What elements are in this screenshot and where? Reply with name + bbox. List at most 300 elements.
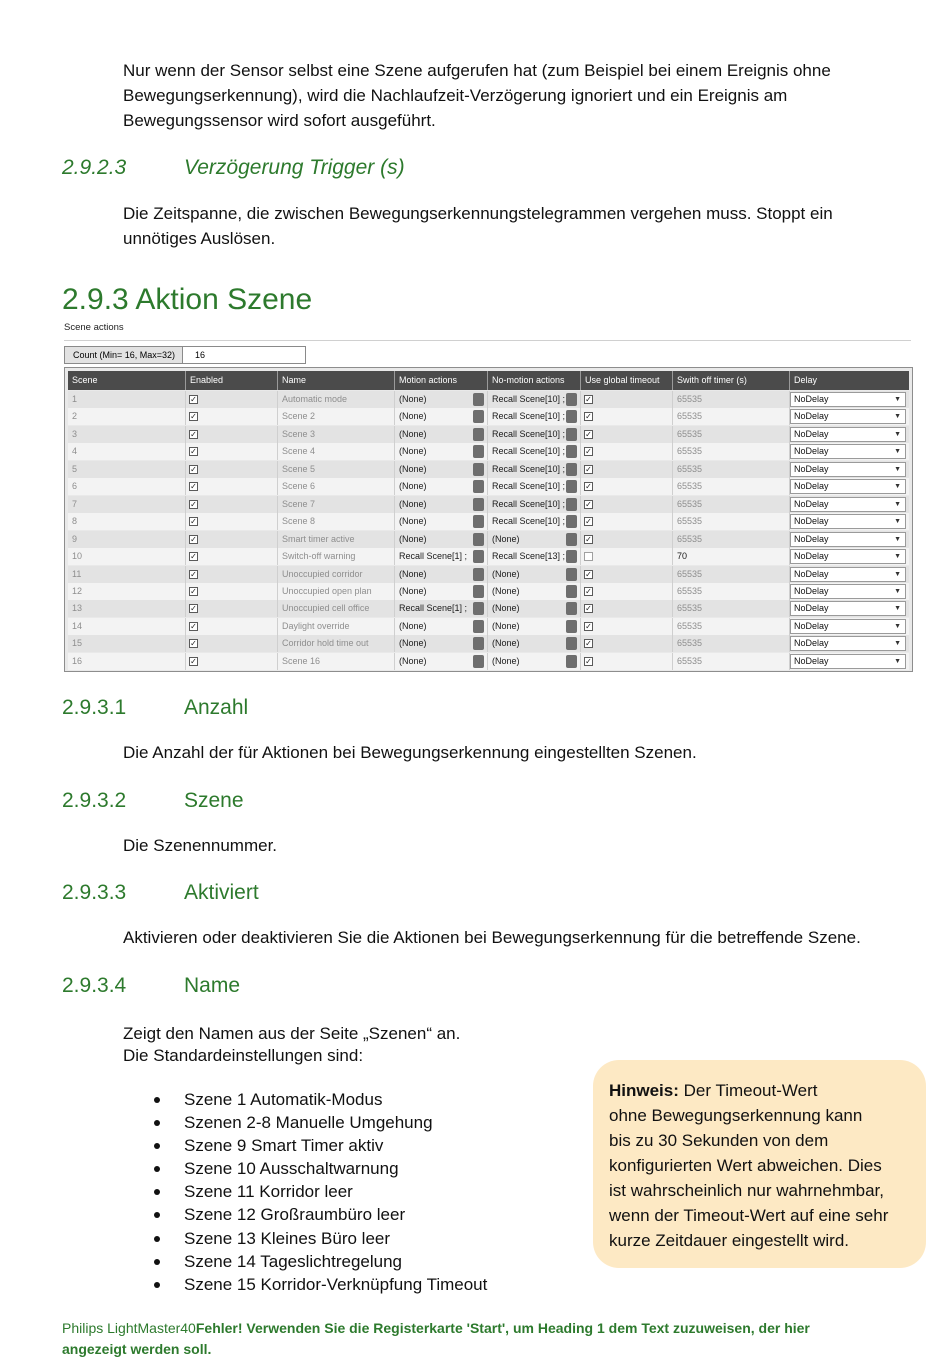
enabled-cell	[186, 496, 278, 513]
delay-value: NoDelay	[794, 394, 829, 404]
section-paragraph	[123, 201, 883, 251]
global-timeout-cell	[581, 566, 673, 583]
delay-dropdown[interactable]	[790, 567, 906, 582]
global-timeout-cell	[581, 461, 673, 478]
column-header[interactable]: Scene	[68, 371, 186, 390]
chevron-down-icon[interactable]: ▼	[894, 465, 901, 473]
switch-off-timer-cell[interactable]: 65535	[673, 408, 790, 425]
chevron-down-icon[interactable]: ▼	[894, 622, 901, 630]
list-item	[150, 1134, 487, 1157]
motion-actions-cell[interactable]: (None)	[395, 566, 488, 583]
global-timeout-cell	[581, 513, 673, 530]
bullet-icon	[154, 1166, 160, 1172]
no-motion-actions-cell[interactable]: (None)	[488, 583, 581, 600]
footer-error: Fehler! Verwenden Sie die Registerkarte 'Start', um Heading 1 dem Text zuzuweisen, der hier	[195, 1320, 810, 1336]
scene-cell: 9	[68, 531, 186, 548]
switch-off-timer-cell[interactable]: 65535	[673, 531, 790, 548]
list-item-text: Szene 11 Korridor leer	[184, 1182, 353, 1202]
bullet-icon	[154, 1097, 160, 1103]
section-number: 2.9.3.1	[62, 696, 127, 719]
delay-dropdown[interactable]	[790, 619, 906, 634]
switch-off-timer-cell[interactable]: 65535	[673, 618, 790, 635]
global-timeout-checkbox[interactable]: ✓	[585, 429, 592, 439]
enabled-cell	[186, 531, 278, 548]
global-timeout-cell	[581, 426, 673, 443]
global-timeout-checkbox[interactable]: ✓	[585, 412, 592, 422]
delay-cell	[790, 391, 909, 408]
edit-actions-button[interactable]	[566, 602, 577, 615]
list-item	[150, 1227, 487, 1250]
note-line: wenn der Timeout-Wert auf eine sehr	[609, 1206, 889, 1225]
motion-actions-cell[interactable]: (None)	[395, 391, 488, 408]
enabled-checkbox[interactable]: ✓	[190, 499, 197, 509]
delay-value: NoDelay	[794, 498, 829, 509]
scene-cell: 14	[68, 618, 186, 635]
column-header[interactable]: Name	[278, 371, 395, 390]
note-line: ist wahrscheinlich nur wahrnehmbar,	[609, 1181, 884, 1200]
note-line: ohne Bewegungserkennung kann	[609, 1106, 863, 1125]
delay-cell	[790, 478, 909, 495]
switch-off-timer-cell[interactable]: 65535	[673, 600, 790, 617]
global-timeout-checkbox[interactable]: ✓	[585, 621, 592, 631]
delay-value: NoDelay	[794, 446, 829, 457]
table-row[interactable]	[68, 653, 909, 670]
edit-actions-button[interactable]	[566, 463, 577, 476]
name-cell: Scene 6	[278, 478, 395, 495]
no-motion-actions-cell[interactable]: (None)	[488, 653, 581, 670]
switch-off-timer-cell[interactable]: 65535	[673, 583, 790, 600]
no-motion-actions-cell[interactable]: (None)	[488, 635, 581, 652]
table-row[interactable]	[68, 635, 909, 652]
delay-value: NoDelay	[794, 585, 829, 596]
section-title: Aktiviert	[184, 881, 259, 904]
motion-actions-cell[interactable]: (None)	[395, 583, 488, 600]
global-timeout-checkbox[interactable]: ✓	[585, 395, 592, 404]
table-row[interactable]	[68, 391, 909, 408]
no-motion-actions-cell[interactable]: Recall Scene[10] ;	[488, 461, 581, 478]
column-header[interactable]: Delay	[794, 375, 818, 385]
table-row[interactable]	[68, 548, 909, 565]
scene-cell: 2	[68, 408, 186, 425]
delay-cell	[790, 426, 909, 443]
name-cell: Scene 5	[278, 461, 395, 478]
enabled-checkbox[interactable]: ✓	[190, 482, 197, 492]
no-motion-actions-cell[interactable]: (None)	[488, 618, 581, 635]
list-item-text: Szene 10 Ausschaltwarnung	[184, 1159, 399, 1179]
switch-off-timer-cell[interactable]: 65535	[673, 478, 790, 495]
motion-actions-cell[interactable]: Recall Scene[1] ;	[395, 548, 488, 565]
no-motion-actions-cell[interactable]: Recall Scene[13] ;	[488, 548, 581, 565]
list-item-text: Szene 13 Kleines Büro leer	[184, 1228, 391, 1248]
no-motion-actions-cell[interactable]: Recall Scene[10] ;	[488, 426, 581, 443]
enabled-checkbox[interactable]: ✓	[190, 586, 197, 596]
list-item	[150, 1250, 487, 1273]
global-timeout-checkbox[interactable]: ✓	[585, 499, 592, 509]
chevron-down-icon[interactable]: ▼	[894, 413, 901, 421]
global-timeout-cell	[581, 653, 673, 670]
intro-line: Nur wenn der Sensor selbst eine Szene aufgerufen hat (zum Beispiel bei einem Ereignis ohne	[123, 61, 831, 80]
enabled-cell	[186, 600, 278, 617]
bullet-icon	[154, 1189, 160, 1195]
footer-line: angezeigt werden soll.	[62, 1341, 212, 1357]
delay-dropdown[interactable]	[790, 532, 906, 547]
no-motion-actions-cell[interactable]: (None)	[488, 531, 581, 548]
table-row[interactable]	[68, 513, 909, 530]
scene-cell: 3	[68, 426, 186, 443]
no-motion-actions-cell[interactable]: Recall Scene[10] ;	[488, 391, 581, 408]
enabled-checkbox[interactable]: ✓	[190, 552, 197, 562]
table-row[interactable]	[68, 618, 909, 635]
global-timeout-cell	[581, 478, 673, 495]
list-item-text: Szene 15 Korridor-Verknüpfung Timeout	[184, 1274, 488, 1294]
global-timeout-cell	[581, 583, 673, 600]
chevron-down-icon[interactable]: ▼	[894, 430, 901, 438]
chevron-down-icon[interactable]: ▼	[894, 518, 901, 526]
enabled-cell	[186, 461, 278, 478]
table-row[interactable]	[68, 566, 909, 583]
switch-off-timer-cell[interactable]: 65535	[673, 496, 790, 513]
enabled-checkbox[interactable]: ✓	[190, 395, 197, 404]
chevron-down-icon[interactable]: ▼	[894, 535, 901, 543]
bullet-icon	[154, 1282, 160, 1288]
edit-actions-button[interactable]	[473, 550, 484, 563]
enabled-checkbox[interactable]: ✓	[190, 517, 197, 527]
edit-actions-button[interactable]	[473, 428, 484, 441]
chevron-down-icon[interactable]: ▼	[894, 570, 901, 578]
delay-dropdown[interactable]	[790, 601, 906, 616]
delay-dropdown[interactable]	[790, 514, 906, 529]
delay-value: NoDelay	[794, 533, 829, 544]
edit-actions-button[interactable]	[566, 480, 577, 493]
enabled-checkbox[interactable]: ✓	[190, 621, 197, 631]
delay-cell	[790, 513, 909, 530]
chevron-down-icon[interactable]: ▼	[894, 396, 901, 403]
list-item	[150, 1273, 487, 1296]
scene-cell: 16	[68, 653, 186, 670]
list-item-text: Szene 1 Automatik-Modus	[184, 1090, 383, 1109]
global-timeout-cell	[581, 531, 673, 548]
motion-actions-cell[interactable]: (None)	[395, 635, 488, 652]
scene-cell: 15	[68, 635, 186, 652]
name-cell: Unoccupied open plan	[278, 583, 395, 600]
section-number: 2.9.3.4	[62, 974, 127, 997]
global-timeout-checkbox[interactable]: ✓	[585, 604, 592, 614]
enabled-checkbox[interactable]: ✓	[190, 447, 197, 457]
global-timeout-checkbox[interactable]: ✓	[585, 464, 592, 474]
table-row[interactable]	[68, 600, 909, 617]
name-cell: Scene 3	[278, 426, 395, 443]
edit-actions-button[interactable]	[566, 410, 577, 423]
switch-off-timer-cell[interactable]: 65535	[673, 653, 790, 670]
edit-actions-button[interactable]	[473, 655, 484, 668]
global-timeout-cell	[581, 600, 673, 617]
paragraph-line: Zeigt den Namen aus der Seite „Szenen“ an.	[123, 1024, 461, 1043]
motion-actions-cell[interactable]: (None)	[395, 496, 488, 513]
scene-cell: 5	[68, 461, 186, 478]
enabled-checkbox[interactable]: ✓	[190, 534, 197, 544]
paragraph-line: unnötiges Auslösen.	[123, 229, 276, 248]
switch-off-timer-cell[interactable]: 65535	[673, 566, 790, 583]
delay-value: NoDelay	[794, 568, 829, 579]
scene-actions-grid	[64, 367, 913, 672]
scene-cell: 12	[68, 583, 186, 600]
table-row[interactable]	[68, 531, 909, 548]
section-number: 2.9.3.2	[62, 789, 127, 812]
scene-cell: 4	[68, 443, 186, 460]
edit-actions-button[interactable]	[473, 445, 484, 458]
switch-off-timer-cell[interactable]: 65535	[673, 461, 790, 478]
section-title: Name	[184, 974, 241, 997]
chevron-down-icon[interactable]: ▼	[894, 587, 901, 595]
no-motion-actions-cell[interactable]: Recall Scene[10] ;	[488, 478, 581, 495]
motion-actions-cell[interactable]: (None)	[395, 443, 488, 460]
section-paragraph: Die Szenennummer.	[123, 836, 278, 855]
no-motion-actions-cell[interactable]: (None)	[488, 600, 581, 617]
section-heading: 2.9.3 Aktion Szene	[62, 283, 313, 316]
global-timeout-checkbox[interactable]: ✓	[585, 447, 592, 457]
no-motion-actions-cell[interactable]: Recall Scene[10] ;	[488, 443, 581, 460]
delay-dropdown[interactable]	[790, 584, 906, 599]
name-cell: Unoccupied corridor	[278, 566, 395, 583]
name-cell: Smart timer active	[278, 531, 395, 548]
delay-dropdown[interactable]	[790, 549, 906, 564]
global-timeout-checkbox[interactable]: ✓	[585, 656, 592, 666]
scene-actions-label: Scene actions	[64, 322, 124, 333]
grid-header	[68, 371, 909, 390]
divider	[64, 340, 911, 341]
switch-off-timer-cell[interactable]: 65535	[673, 391, 790, 408]
delay-value: NoDelay	[794, 481, 829, 492]
edit-actions-button[interactable]	[566, 655, 577, 668]
table-row[interactable]	[68, 583, 909, 600]
edit-actions-button[interactable]	[566, 533, 577, 546]
switch-off-timer-cell[interactable]: 65535	[673, 443, 790, 460]
global-timeout-checkbox[interactable]	[584, 552, 593, 561]
intro-line: Bewegungssensor wird sofort ausgeführt.	[123, 111, 436, 130]
name-cell: Scene 7	[278, 496, 395, 513]
global-timeout-checkbox[interactable]: ✓	[585, 586, 592, 596]
name-cell: Scene 16	[278, 653, 395, 670]
switch-off-timer-cell[interactable]: 65535	[673, 426, 790, 443]
edit-actions-button[interactable]	[566, 550, 577, 563]
section-title: Anzahl	[184, 696, 249, 719]
enabled-cell	[186, 478, 278, 495]
name-cell: Corridor hold time out	[278, 635, 395, 652]
enabled-cell	[186, 548, 278, 565]
list-item	[150, 1088, 487, 1111]
bullet-icon	[154, 1236, 160, 1242]
delay-cell	[790, 653, 909, 670]
no-motion-actions-cell[interactable]: Recall Scene[10] ;	[488, 513, 581, 530]
delay-dropdown[interactable]	[790, 392, 906, 407]
delay-value: NoDelay	[794, 603, 829, 614]
section-title: Szene	[184, 789, 244, 812]
delay-dropdown[interactable]	[790, 654, 906, 669]
delay-dropdown[interactable]	[790, 427, 906, 442]
chevron-down-icon[interactable]: ▼	[894, 657, 901, 665]
note-line: konfigurierten Wert abweichen. Dies	[609, 1156, 882, 1175]
scene-cell: 8	[68, 513, 186, 530]
table-row[interactable]	[68, 478, 909, 495]
section-paragraph: Aktivieren oder deaktivieren Sie die Aktionen bei Bewegungserkennung für die betreffende Szene.	[123, 928, 861, 947]
chevron-down-icon[interactable]: ▼	[894, 553, 901, 561]
table-row[interactable]	[68, 443, 909, 460]
delay-dropdown[interactable]	[790, 462, 906, 477]
table-row[interactable]	[68, 408, 909, 425]
column-header[interactable]: Motion actions	[395, 371, 488, 390]
motion-actions-cell[interactable]: (None)	[395, 478, 488, 495]
scene-cell: 1	[68, 391, 186, 408]
enabled-checkbox[interactable]: ✓	[190, 604, 197, 614]
delay-value: NoDelay	[794, 620, 829, 631]
edit-actions-button[interactable]	[473, 637, 484, 650]
enabled-checkbox[interactable]: ✓	[190, 569, 197, 579]
edit-actions-button[interactable]	[566, 568, 577, 581]
bullet-icon	[154, 1120, 160, 1126]
edit-actions-button[interactable]	[566, 428, 577, 441]
enabled-cell	[186, 408, 278, 425]
edit-actions-button[interactable]	[566, 445, 577, 458]
delay-dropdown[interactable]	[790, 409, 906, 424]
edit-actions-button[interactable]	[566, 585, 577, 598]
chevron-down-icon[interactable]: ▼	[894, 640, 901, 648]
motion-actions-cell[interactable]: (None)	[395, 426, 488, 443]
enabled-checkbox[interactable]: ✓	[190, 639, 197, 649]
edit-actions-button[interactable]	[566, 515, 577, 528]
motion-actions-cell[interactable]: Recall Scene[1] ;	[395, 600, 488, 617]
edit-actions-button[interactable]	[566, 637, 577, 650]
paragraph-line: Die Standardeinstellungen sind:	[123, 1046, 364, 1065]
switch-off-timer-cell[interactable]: 65535	[673, 513, 790, 530]
global-timeout-checkbox[interactable]: ✓	[585, 639, 592, 649]
column-header[interactable]: Enabled	[186, 371, 278, 390]
enabled-cell	[186, 566, 278, 583]
global-timeout-cell	[581, 391, 673, 408]
name-cell: Scene 4	[278, 443, 395, 460]
table-row[interactable]	[68, 496, 909, 513]
global-timeout-cell	[581, 548, 673, 565]
enabled-checkbox[interactable]: ✓	[190, 464, 197, 474]
edit-actions-button[interactable]	[473, 533, 484, 546]
motion-actions-cell[interactable]: (None)	[395, 618, 488, 635]
list-item-text: Szene 14 Tageslichtregelung	[184, 1251, 403, 1271]
list-item-text: Szenen 2-8 Manuelle Umgehung	[184, 1113, 433, 1133]
list-item-text: Szene 12 Großraumbüro leer	[184, 1205, 406, 1225]
section-number: 2.9.3.3	[62, 881, 127, 904]
global-timeout-cell	[581, 443, 673, 460]
count-value[interactable]: 16	[195, 350, 206, 360]
note-line	[609, 1078, 912, 1103]
chevron-down-icon[interactable]: ▼	[894, 605, 901, 613]
global-timeout-checkbox[interactable]: ✓	[585, 482, 592, 492]
enabled-cell	[186, 391, 278, 408]
edit-actions-button[interactable]	[473, 410, 484, 423]
edit-actions-button[interactable]	[473, 602, 484, 615]
footer-product: Philips LightMaster40	[62, 1320, 196, 1336]
chevron-down-icon[interactable]: ▼	[894, 483, 901, 491]
motion-actions-cell[interactable]: (None)	[395, 513, 488, 530]
column-header[interactable]: Swith off timer (s)	[673, 371, 790, 390]
enabled-checkbox[interactable]: ✓	[190, 656, 197, 666]
delay-dropdown[interactable]	[790, 479, 906, 494]
enabled-checkbox[interactable]: ✓	[190, 412, 197, 422]
enabled-cell	[186, 443, 278, 460]
column-header[interactable]: No-motion actions	[488, 371, 581, 390]
name-cell: Scene 2	[278, 408, 395, 425]
edit-actions-button[interactable]	[473, 463, 484, 476]
switch-off-timer-cell[interactable]: 70	[673, 548, 790, 565]
no-motion-actions-cell[interactable]: (None)	[488, 566, 581, 583]
delay-cell	[790, 461, 909, 478]
table-row[interactable]	[68, 461, 909, 478]
edit-actions-button[interactable]	[473, 480, 484, 493]
delay-value: NoDelay	[794, 411, 829, 422]
enabled-cell	[186, 635, 278, 652]
delay-dropdown[interactable]	[790, 497, 906, 512]
no-motion-actions-cell[interactable]: Recall Scene[10] ;	[488, 496, 581, 513]
global-timeout-checkbox[interactable]: ✓	[585, 517, 592, 527]
edit-actions-button[interactable]	[473, 585, 484, 598]
switch-off-timer-cell[interactable]: 65535	[673, 635, 790, 652]
delay-cell	[790, 583, 909, 600]
delay-value: NoDelay	[794, 463, 829, 474]
edit-actions-button[interactable]	[473, 498, 484, 511]
note-line: kurze Zeitdauer eingestellt wird.	[609, 1231, 850, 1250]
note-text: Der Timeout-Wert	[678, 1081, 818, 1100]
global-timeout-checkbox[interactable]: ✓	[585, 534, 592, 544]
column-header[interactable]: Use global timeout	[581, 371, 673, 390]
intro-paragraph	[123, 58, 883, 133]
edit-actions-button[interactable]	[473, 620, 484, 633]
edit-actions-button[interactable]	[473, 568, 484, 581]
global-timeout-cell	[581, 408, 673, 425]
intro-line: Bewegungserkennung), wird die Nachlaufzeit-Verzögerung ignoriert und ein Ereignis am	[123, 86, 788, 105]
delay-cell	[790, 548, 909, 565]
edit-actions-button[interactable]	[473, 393, 484, 406]
global-timeout-checkbox[interactable]: ✓	[585, 569, 592, 579]
delay-value: NoDelay	[794, 638, 829, 649]
chevron-down-icon[interactable]: ▼	[894, 448, 901, 456]
no-motion-actions-cell[interactable]: Recall Scene[10] ;	[488, 408, 581, 425]
bullet-icon	[154, 1143, 160, 1149]
motion-actions-cell[interactable]: (None)	[395, 653, 488, 670]
count-label: Count (Min= 16, Max=32)	[65, 347, 183, 363]
delay-dropdown[interactable]	[790, 636, 906, 651]
note-box	[593, 1060, 926, 1268]
table-row[interactable]	[68, 426, 909, 443]
edit-actions-button[interactable]	[566, 620, 577, 633]
enabled-checkbox[interactable]: ✓	[190, 429, 197, 439]
name-cell: Switch-off warning	[278, 548, 395, 565]
delay-value: NoDelay	[794, 516, 829, 527]
section-title: Verzögerung Trigger (s)	[184, 156, 405, 179]
scene-cell: 7	[68, 496, 186, 513]
paragraph-line: Die Zeitspanne, die zwischen Bewegungserkennungstelegrammen vergehen muss. Stoppt ein	[123, 204, 833, 223]
edit-actions-button[interactable]	[473, 515, 484, 528]
delay-dropdown[interactable]	[790, 444, 906, 459]
count-field[interactable]	[64, 346, 306, 364]
delay-cell	[790, 635, 909, 652]
enabled-cell	[186, 513, 278, 530]
edit-actions-button[interactable]	[566, 393, 577, 406]
section-paragraph: Die Anzahl der für Aktionen bei Bewegungserkennung eingestellten Szenen.	[123, 743, 697, 762]
motion-actions-cell[interactable]: (None)	[395, 408, 488, 425]
list-item	[150, 1180, 487, 1203]
motion-actions-cell[interactable]: (None)	[395, 461, 488, 478]
edit-actions-button[interactable]	[566, 498, 577, 511]
motion-actions-cell[interactable]: (None)	[395, 531, 488, 548]
chevron-down-icon[interactable]: ▼	[894, 500, 901, 508]
